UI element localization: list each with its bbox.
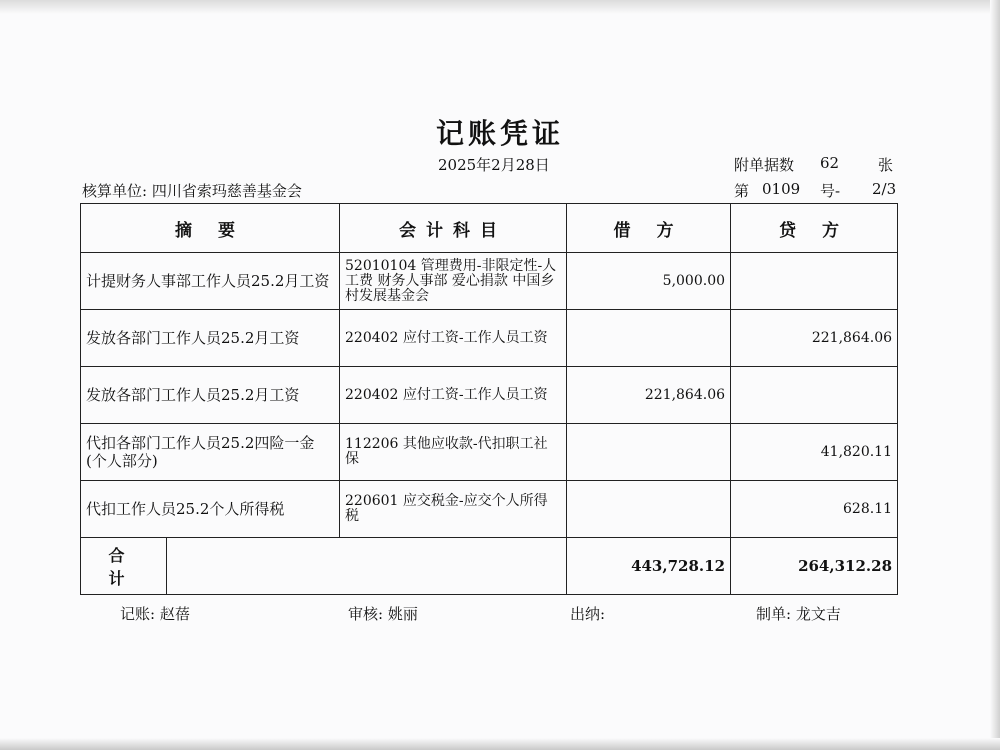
footer-bookkeeper [120,603,190,624]
table-header-row [81,204,898,253]
row-credit: 628.11 [731,481,898,538]
row-summary: 发放各部门工作人员25.2月工资 [81,367,340,424]
scan-edge-top [0,0,1000,14]
header-account: 会计科目 [340,204,567,253]
row-summary: 计提财务人事部工作人员25.2月工资 [81,253,340,310]
row-account: 220402 应付工资-工作人员工资 [340,367,567,424]
row-debit [567,424,731,481]
row-account: 220402 应付工资-工作人员工资 [340,310,567,367]
maker-label: 制单: [756,605,792,623]
voucher-no-number: 0109 [762,180,801,198]
maker-name: 龙文吉 [795,605,841,623]
org-info [82,180,302,201]
attachments-count: 62 [820,154,840,172]
reviewer-name: 姚丽 [387,605,418,623]
table-row [81,424,898,481]
total-debit: 443,728.12 [567,538,731,595]
row-debit [567,481,731,538]
row-debit: 221,864.06 [567,367,731,424]
row-credit [731,367,898,424]
row-debit: 5,000.00 [567,253,731,310]
attachments-label: 附单据数 [734,156,795,174]
voucher-page: 2/3 [872,180,897,198]
voucher-date: 2025年2月28日 [438,156,550,174]
bookkeeper-label: 记账: [120,605,156,623]
header-credit: 贷 方 [731,204,898,253]
reviewer-label: 审核: [348,605,384,623]
row-summary: 代扣工作人员25.2个人所得税 [81,481,340,538]
table-row [81,310,898,367]
voucher-no-suffix: 号- [820,182,841,200]
bookkeeper-name: 赵蓓 [159,605,190,623]
footer-maker [756,603,841,624]
footer-cashier [570,603,605,624]
row-account: 112206 其他应收款-代扣职工社保 [340,424,567,481]
org-label: 核算单位: [82,182,148,200]
table-row [81,481,898,538]
total-label: 合 计 [81,538,167,595]
row-account: 220601 应交税金-应交个人所得税 [340,481,567,538]
voucher-table [80,203,898,595]
row-credit: 41,820.11 [731,424,898,481]
row-credit [731,253,898,310]
cashier-label: 出纳: [570,605,606,623]
header-debit: 借 方 [567,204,731,253]
voucher-no-prefix: 第 [734,182,750,200]
attachments-unit: 张 [878,156,894,174]
row-debit [567,310,731,367]
org-name: 四川省索玛慈善基金会 [151,182,302,200]
row-summary: 代扣各部门工作人员25.2四险一金(个人部分) [81,424,340,481]
row-summary: 发放各部门工作人员25.2月工资 [81,310,340,367]
table-row [81,367,898,424]
total-credit: 264,312.28 [731,538,898,595]
voucher-title: 记账凭证 [435,117,564,150]
row-account: 52010104 管理费用-非限定性-人工费 财务人事部 爱心捐款 中国乡村发展基金会 [340,253,567,310]
total-row [81,538,898,595]
row-credit: 221,864.06 [731,310,898,367]
total-blank [167,538,567,595]
table-row [81,253,898,310]
scan-edge-bottom [0,738,1000,750]
header-summary: 摘 要 [81,204,340,253]
footer-reviewer [348,603,418,624]
